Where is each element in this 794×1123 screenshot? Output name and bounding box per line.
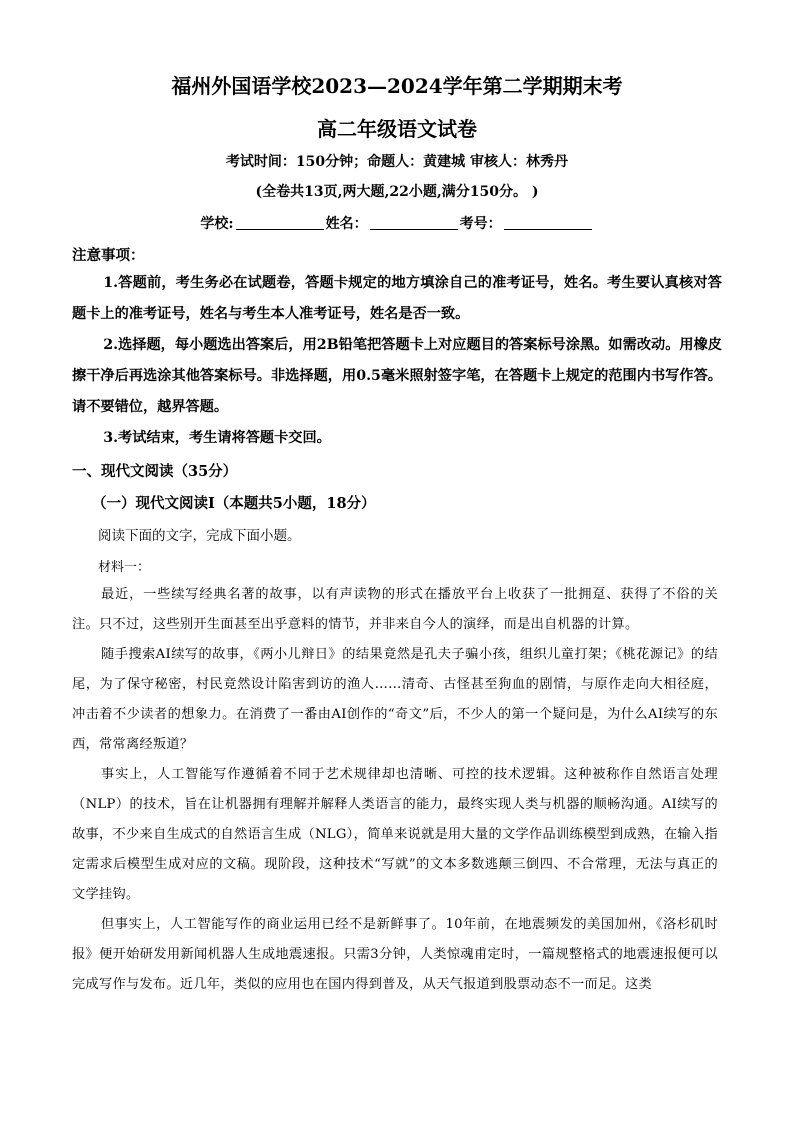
passage-paragraph: 但事实上，人工智能写作的商业运用已经不是新鲜事了。10年前，在地震频发的美国加州，《洛杉矶时报》便开始研发用新闻机器人生成地震速报。只需3分钟，人类惊魂甫定时，一篇规整格式的地震速报便可以完成写作与发布。近几年，类似的应用也在国内得到普及，从天气报道到股票动态不一而足。这类	[72, 917, 718, 992]
school-label: 学校:	[200, 216, 234, 232]
student-info-row	[0, 213, 794, 233]
number-blank[interactable]	[504, 215, 592, 230]
notice-item-2: 2.选择题，每小题选出答案后，用2B铅笔把答题卡上对应题目的答案标号涂黑。如需改动。用橡皮擦干净后再选涂其他答案标号。非选择题，用0.5毫米照射签字笔，在答题卡上规定的范围内书写作答。请不要错位，越界答题。	[72, 337, 722, 415]
section-heading: 一、现代文阅读（35分）	[72, 463, 238, 480]
notice-item-1: 1.答题前，考生务必在试题卷，答题卡规定的地方填涂自己的准考证号，姓名。考生要认真核对答题卡上的准考证号，姓名与考生本人准考证号，姓名是否一致。	[72, 275, 722, 322]
number-label: 考号：	[459, 216, 502, 232]
passage-paragraph: 最近，一些续写经典名著的故事，以有声读物的形式在播放平台上收获了一批拥趸、获得了不俗的关注。只不过，这些别开生面甚至出乎意料的情节，并非来自今人的演绎，而是出自机器的计算。	[72, 587, 718, 632]
material-label: 材料一：	[98, 560, 151, 575]
exam-title: 福州外国语学校2023—2024学年第二学期期末考	[171, 74, 623, 98]
exam-scope: (全卷共13页,两大题,22小题,满分150分。 )	[255, 184, 539, 200]
exam-info: 考试时间：150分钟；命题人：黄建城 审核人：林秀丹	[225, 154, 569, 170]
subsection-heading: （一）现代文阅读Ⅰ（本题共5小题，18分）	[92, 495, 376, 512]
notice-item-3: 3.考试结束，考生请将答题卡交回。	[103, 430, 331, 446]
notice-list	[72, 268, 722, 454]
reading-instruction: 阅读下面的文字，完成下面小题。	[98, 528, 301, 544]
school-blank[interactable]	[236, 215, 324, 230]
notice-heading: 注意事项：	[72, 247, 145, 264]
passage-paragraph: 随手搜索AI续写的故事，《两小儿辩日》的结果竟然是孔夫子骗小孩，组织儿童打架；《桃花源记》的结尾，为了保守秘密，村民竟然设计陷害到访的渔人……清奇、古怪甚至狗血的剧情，与原作走向大相径庭，冲击着不少读者的想象力。在消费了一番由AI创作的“奇文”后，不少人的第一个疑问是，为什么AI续写的东西，常常离经叛道？	[72, 647, 718, 752]
name-blank[interactable]	[370, 215, 458, 230]
passage	[72, 580, 718, 1000]
exam-subtitle: 高二年级语文试卷	[317, 117, 477, 141]
passage-paragraph: 事实上，人工智能写作遵循着不同于艺术规律却也清晰、可控的技术逻辑。这种被称作自然语言处理（NLP）的技术，旨在让机器拥有理解并解释人类语言的能力，最终实现人类与机器的顺畅沟通。AI续写的故事，不少来自生成式的自然语言生成（NLG），简单来说就是用大量的文学作品训练模型到成熟，在输入指定需求后模型生成对应的文稿。现阶段，这种技术“写就”的文本多数逃颠三倒四、不合常理，无法与真正的文学挂钩。	[72, 767, 718, 902]
name-label: 姓名：	[325, 216, 368, 232]
